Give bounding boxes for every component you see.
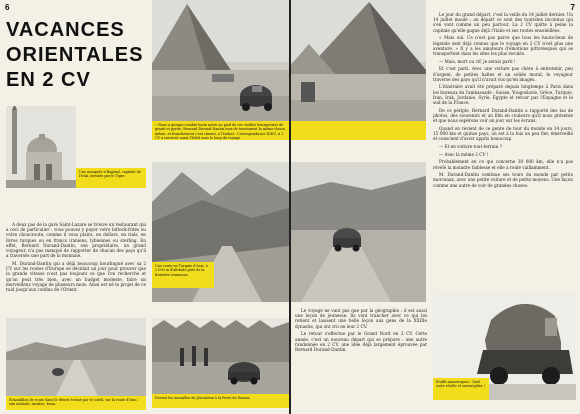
right-page xyxy=(291,0,580,414)
body-text-left xyxy=(6,222,146,314)
caption-pyramids: « Nous a groupe combié toute notre au pied de ces vieilles bourgeoises de granit et pyrite, Bernard Durand-Dantin tous de tourisment la même classe, même, et franchement c'est ciment, à l'Indost - Correspondance DIDU, à 2 CV a traversé aussi l'hôtel sous le long du voyage. xyxy=(152,121,289,140)
page-number-right: 7 xyxy=(570,3,575,12)
caption-jerusalem: Devant les murailles de Jérusalem à la Porte de Damas. xyxy=(152,394,289,408)
article-title xyxy=(6,18,146,93)
paragraph: De ce périple, Bernard Durand-Dantin a rapporté des tas de photos, des souvenirs et un film en couleurs qu'il nous présente et que nous espérons voir un jour sur les écrans. xyxy=(433,107,573,124)
photo-desert-car xyxy=(291,162,426,302)
photo-desert-road xyxy=(6,318,146,396)
paragraph: Le retour s'effectue par le Grand Nord en 2 CV. Cette année, c'est un nouveau départ qui se prépare : une autre randonnée en 2 CV, une idée déjà largement éprouvée par Bernard Durand-Dantin. xyxy=(295,331,427,352)
title-line-3: EN 2 CV xyxy=(6,69,91,91)
paragraph: — Et en voiture-tout-terrain ? xyxy=(439,143,502,149)
body-text-center xyxy=(295,308,427,408)
body-text-right xyxy=(433,12,573,280)
photo-jerusalem xyxy=(152,318,289,394)
paragraph: Le jour du grand départ, c'est la veille du 14 juillet dernier. Un 14 juillet moulé ; au départ ce sont des touristes inconnus qui s'en vont comme un peu partout. La 2 CV quitte à peine la capitale qu'elle gagne déjà l'Italie et ses routes ensoleillées. xyxy=(433,12,573,33)
paragraph: Probablement en ce qui concerne 30 000 km, elle n'a pas révélé la moindre faiblesse et elle a roulé vaillamment. xyxy=(433,159,573,170)
left-page xyxy=(0,0,289,414)
paragraph: Quand on revient de ce genre de tour du monde en 34 jours, 15 000 km et quinze pays, on est à la fois un peu fier, émerveillé et conscient d'avoir appris beaucoup. xyxy=(433,125,573,142)
page-number-left: 6 xyxy=(5,3,10,12)
paragraph: A deux pas de la gare Saint-Lazare se trouve un restaurant qui a ceci de particulier : vous pouvez y payer votre bifteck-frites ou votre choucroute, comme il vous plaira, en dollars, en rials, en livres turques ou en francs iraniens, lybiennes ou sterling. En effet, Bernard Durand-Dantin, son propriétaire, un grand voyageur, n'a pas manqué de rapporter de chacun des pays qu'il a traversés une part de la monnaie. xyxy=(6,222,146,259)
paragraph: — Mais, mort ou vif, je serais parti ! xyxy=(439,58,516,64)
paragraph: Et c'est parti. Avec une voiture pas chère à entretenir, peu d'argent, de petites haltes et un solide moral, le voyageur traverse des pays qu'il n'avait vus qu'en images. xyxy=(433,66,573,82)
photo-pyramids-right xyxy=(291,0,426,140)
title-line-1: VACANCES xyxy=(6,19,125,41)
title-line-2: ORIENTALES xyxy=(6,44,144,66)
paragraph: « Mais oui. Ce n'est pas parce que tous les hauts-lieux de légende sont déjà connus que le voyage en 2 CV n'est plus une aventure. » Il y a les amateurs d'émotions pittoresques qui se transportent dans les sites les plus reculés. xyxy=(433,35,573,56)
caption-desert-road: Échantillon de route dans le désert écrasé par le soleil, sur la route d'Iran : site malaisé, sinistre, beau. xyxy=(6,396,146,410)
paragraph: Le voyage ne vaut pas que par la géographie : il est aussi une leçon de jeunesse. Ils vont trancher avec ce qui les retient et laissent une belle leçon aux gens de la XXIIIe dynastie, qui ont cru en leur 2 CV. xyxy=(295,308,427,329)
caption-car-profile: Profils mauresques : Quel sorte révèle et surexcipliez ! xyxy=(433,378,489,400)
paragraph: L'itinéraire avait été préparé depuis longtemps à Paris dans les bureaux de l'ambassade : Suisse, Yougoslavie, Grèce, Turquie, Iran, Irak, Jordanie, Syrie, Égypte et retour par l'Espagne et le sud de la France. xyxy=(433,84,573,106)
caption-pyramids-continued xyxy=(291,121,426,140)
paragraph: — Avec la même 2 CV ! xyxy=(439,151,489,157)
paragraph: M. Durand-Dantin continue ses tours du monde par petits morceaux, avec une petite voiture et de petits moyens. Une façon comme une autre de voir de grandes choses. xyxy=(433,172,573,188)
photo-mosque xyxy=(6,106,76,188)
paragraph: M. Durand-Dantin qui a déjà beaucoup bourlingué avec sa 2 CV sur les routes d'Europe se décidait un jour pour prouver que la grande vitesse n'est pas toujours ce que l'on recherche et qu'on peut très bien, avec un budget modeste, faire un merveilleux voyage de plusieurs mois. Ainsi est né le projet de ce raid jusqu'aux confins de l'Orient. xyxy=(6,260,146,292)
caption-mosque: Une mosquée à Bagdad, capitale de l'Irak, arrosée par le Tigre. xyxy=(76,168,146,188)
caption-mountain-road: Une route en Turquie d'Asie, à 2.000 m d'altitude près de la frontière iranienne. xyxy=(152,262,214,288)
spine xyxy=(289,0,291,414)
photo-pyramids-left xyxy=(152,0,289,140)
